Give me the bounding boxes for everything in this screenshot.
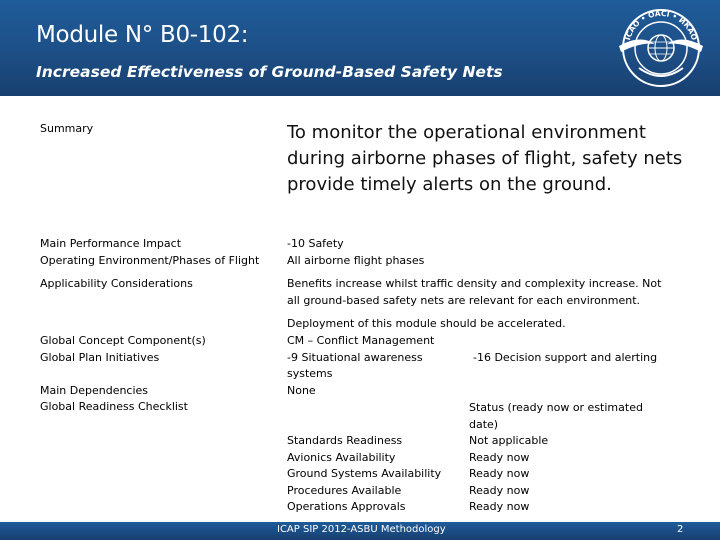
gpi-value-1: -9 Situational awareness <box>287 350 423 364</box>
gcc-value: CM – Conflict Management <box>287 334 435 347</box>
status-header-line-2: date) <box>469 417 499 431</box>
gpi-value-1-cont: systems <box>287 367 333 380</box>
checklist-item-name: Ground Systems Availability <box>287 467 442 480</box>
slide-subtitle: Increased Effectiveness of Ground-Based Safety Nets <box>36 63 503 81</box>
applicability-value-line-2: all ground-based safety nets are relevant for each environment. <box>287 293 641 307</box>
checklist-item-name: Operations Approvals <box>287 500 406 513</box>
dependencies-value: None <box>287 383 316 397</box>
checklist-item-status: Not applicable <box>469 434 549 447</box>
checklist-item-name: Standards Readiness <box>287 434 403 447</box>
title-bar <box>0 0 720 96</box>
readiness-checklist-label: Global Readiness Checklist <box>40 400 188 413</box>
checklist-item-name: Avionics Availability <box>287 450 396 464</box>
gcc-label: Global Concept Component(s) <box>40 334 206 347</box>
icao-logo-icon <box>615 2 707 94</box>
applicability-label: Applicability Considerations <box>40 277 193 290</box>
slide-title: Module N° B0-102: <box>36 22 249 48</box>
dependencies-label: Main Dependencies <box>40 383 149 397</box>
operating-env-value: All airborne flight phases <box>287 253 425 267</box>
applicability-value-line-1: Benefits increase whilst traffic density and complexity increase. Not <box>287 277 662 290</box>
checklist-item-name: Procedures Available <box>287 483 402 497</box>
checklist-item-status: Ready now <box>469 483 530 497</box>
checklist-item-status: Ready now <box>469 450 530 464</box>
gpi-label: Global Plan Initiatives <box>40 350 160 364</box>
operating-env-label: Operating Environment/Phases of Flight <box>40 253 260 267</box>
checklist-item-status: Ready now <box>469 467 530 480</box>
main-performance-label: Main Performance Impact <box>40 237 182 250</box>
checklist-item-status: Ready now <box>469 500 530 513</box>
main-performance-value: -10 Safety <box>287 237 344 250</box>
gpi-value-2: -16 Decision support and alerting <box>473 350 658 364</box>
svg-text:ICAO • OACI • ИКАО <box>623 9 699 41</box>
status-header-line-1: Status (ready now or estimated <box>469 401 643 414</box>
page-number: 2 <box>677 524 684 535</box>
summary-text: To monitor the operational environment during airborne phases of flight, safety nets provide timely alerts on the ground. <box>287 122 683 195</box>
summary-label: Summary <box>40 122 94 135</box>
deployment-note: Deployment of this module should be accelerated. <box>287 317 566 330</box>
footer-text: ICAP SIP 2012-ASBU Methodology <box>277 524 446 535</box>
footer-bar <box>0 522 720 540</box>
logo-ring-text: ICAO • OACI • ИКАО <box>623 8 699 42</box>
